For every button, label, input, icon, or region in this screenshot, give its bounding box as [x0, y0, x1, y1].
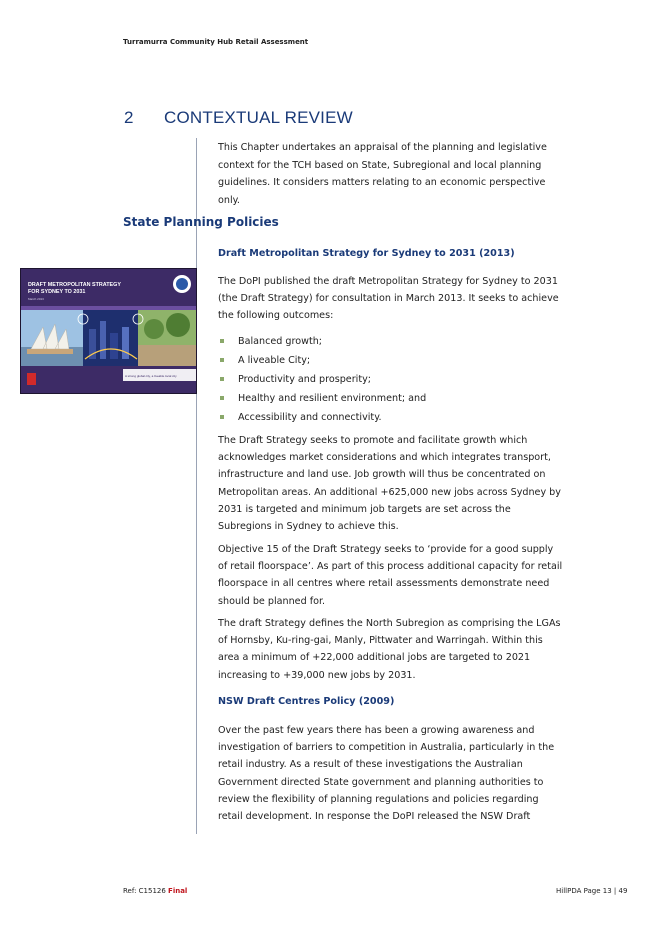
- footer-page-number: HillPDA Page 13 | 49: [556, 887, 628, 895]
- list-item: Accessibility and connectivity.: [218, 408, 558, 427]
- list-item: Healthy and resilient environment; and: [218, 389, 558, 408]
- list-item: Balanced growth;: [218, 332, 558, 351]
- strategy-paragraph-1: [218, 273, 563, 325]
- strategy-para1-text: The DoPI published the draft Metropolitan Strategy for Sydney to 2031 (the Draft Strategy) for consultation in March 2013. It seeks to achieve the following outcomes:: [218, 276, 559, 322]
- outcomes-list: [218, 332, 558, 427]
- centres-heading: NSW Draft Centres Policy (2009): [218, 696, 395, 707]
- footer-ref: Ref: C15126: [123, 887, 166, 895]
- list-item: Productivity and prosperity;: [218, 370, 558, 389]
- strategy-paragraph-3: Objective 15 of the Draft Strategy seeks to ‘provide for a good supply of retail floorspace’. As part of this process additional capacity for retail floorspace in all centres where retail assessments demonstrate need should be planned for.: [218, 544, 563, 607]
- nsw-logo-icon: [27, 373, 36, 385]
- bullet-square-icon: [220, 358, 224, 362]
- margin-rule: [196, 138, 197, 834]
- cover-date: March 2013: [28, 297, 44, 301]
- document-header: Turramurra Community Hub Retail Assessment: [123, 38, 309, 46]
- intro-paragraph: This Chapter undertakes an appraisal of the planning and legislative context for the TCH based on State, Subregional and local planning guidelines. It considers matters relating to an economic perspective only.: [218, 142, 547, 206]
- strategy-paragraph-2: The Draft Strategy seeks to promote and facilitate growth which acknowledges market considerations and which integrates transport, infrastructure and land use. Job growth will thus be concentrated on Metropolitan areas. An additional +625,000 new jobs across Sydney by 2031 is targeted and minimum job targets are set across the Subregions in Sydney to achieve this.: [218, 435, 561, 533]
- centres-paragraph-1: Over the past few years there has been a growing awareness and investigation of barriers to competition in Australia, particularly in the retail industry. As a result of these investigations the Australian Government directed State government and planning authorities to review the flexibility of planning regulations and policies regarding retail development. In response the DoPI released the NSW Draft: [218, 725, 555, 823]
- bullet-square-icon: [220, 339, 224, 343]
- chapter-title: CONTEXTUAL REVIEW: [164, 108, 353, 127]
- strategy-cover-image: [20, 268, 197, 394]
- cover-artwork: [21, 269, 196, 393]
- bullet-square-icon: [220, 415, 224, 419]
- bullet-square-icon: [220, 396, 224, 400]
- cover-title-line2: FOR SYDNEY TO 2031: [28, 289, 86, 295]
- cover-caption: A strong global city, a liveable local city: [125, 374, 177, 378]
- bullet-square-icon: [220, 377, 224, 381]
- footer-reference: [123, 887, 187, 895]
- strategy-paragraph-4: The draft Strategy defines the North Subregion as comprising the LGAs of Hornsby, Ku-ring-gai, Manly, Pittwater and Warringah. Within this area a minimum of +22,000 additional jobs are targeted to 2021 increasing to +39,000 new jobs by 2031.: [218, 618, 561, 681]
- strategy-heading: Draft Metropolitan Strategy for Sydney to 2031 (2013): [218, 248, 515, 259]
- chapter-number: 2: [124, 108, 134, 127]
- list-item: A liveable City;: [218, 351, 558, 370]
- section-title: State Planning Policies: [123, 215, 279, 229]
- footer-status: Final: [168, 887, 188, 895]
- cover-title-line1: DRAFT METROPOLITAN STRATEGY: [28, 282, 121, 288]
